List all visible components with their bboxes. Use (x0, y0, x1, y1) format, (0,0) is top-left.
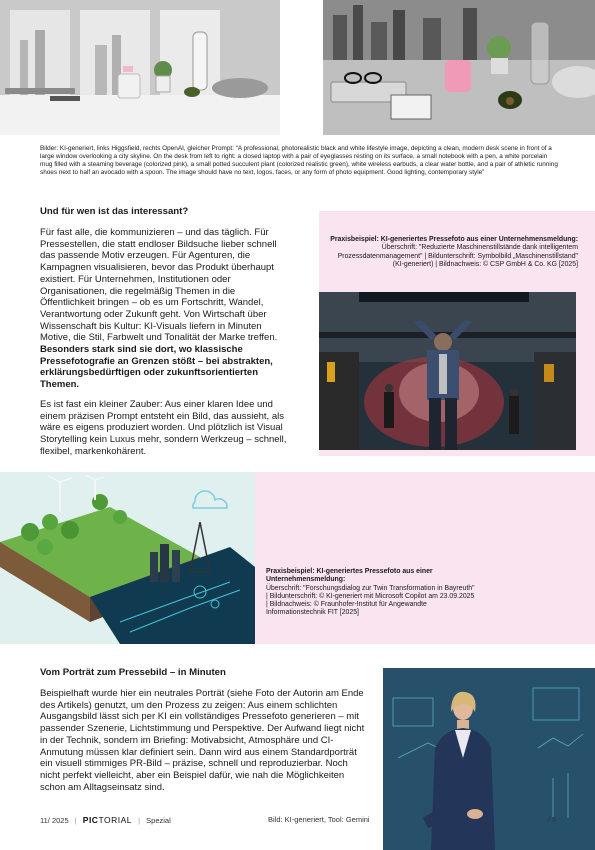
paragraph: Beispielhaft wurde hier ein neutrales Porträt (siehe Foto der Autorin am Ende des Artikels) genutzt, um den Prozess zu zeigen: Aus einem schlichten Ausgangsbild lässt sich per KI ein vollständiges Pressefoto generieren – mit passender Szenerie, Lichtstimmung und Perspektive. Der Aufwand liegt nicht in der Technik, sondern im Briefing: Motivabsicht, Atmosphäre und CI-Anmutung müssen klar definiert sein. Dann wird aus einem Standardporträt ein visuell stimmiges PR-Bild – präzise, schnell und reproduzierbar. Noch nicht perfekt vielleicht, aber ein Beispiel dafür, wie nah die Möglichkeiten schon am Alltagseinsatz sind. (40, 688, 365, 793)
twin-transformation-illustration (0, 472, 255, 644)
section-heading-audience: Und für wen ist das interessant? (40, 206, 189, 217)
section-heading-portrait: Vom Porträt zum Pressebild – in Minuten (40, 667, 226, 678)
case-text: Überschrift: "Forschungsdialog zur Twin Transformation in Bayreuth" | Bildunterschrift: © KI-generiert mit Microsoft Copilot am 23.09.2025 | Bildnachweis: © Fraunhofer-Institut für Angewandte Informationstechnik FIT [2025] (266, 584, 475, 617)
case-caption-2 (266, 568, 476, 618)
section-body-portrait (40, 688, 370, 801)
issue-number: 11/ 2025 (40, 816, 69, 825)
paragraph: Für fast alle, die kommunizieren – und das täglich. Für Pressestellen, die statt endloser Bildsuche lieber schnell das passende Motiv erzeugen. Für Agenturen, die Kampagnen visualisieren, bevor das Produkt überhaupt existiert. Für Unternehmen, Institutionen oder Organisationen, die regelmäßig Themen in die Öffentlichkeit bringen – ob es um Fortschritt, Wandel, Verantwortung oder Zukunft geht. Von Wirtschaft über Wissenschaft bis Kultur: KI-Visuals liefern in Minuten Motive, die Stil, Farbwelt und Tonalität der Marke treffen. Besonders stark sind sie dort, wo klassische Pressefotografie an Grenzen stößt – bei abstrakten, erklärungsbedürftigen oder zukunftsorientierten Themen. (40, 227, 278, 391)
top-image-caption: Bilder: KI-generiert, links Higgsfield, rechts OpenAI, gleicher Prompt: “A professional, photorealistic black and white lifestyle image, depicting a clean, modern desk scene in front of a large window overlooking a city skyline. On the desk from left to right: a closed laptop with a pair of eyeglasses resting on its surface, a small notebook with a pen, a white porcelain mug filled with a steaming beverage (colorized pink), a small potted succulent plant (colorized realistic green), white wireless earbuds, a clear water bottle, and a pair of athletic running shoes next to half an avocado with a spoon. The image should have no text, logos, faces, or any form of photo equipment. Good lighting, contemporary style” (40, 145, 558, 176)
section-label: Spezial (146, 816, 171, 825)
case-caption-1 (330, 236, 578, 269)
factory-photo (319, 292, 576, 450)
desk-photo-openai (323, 0, 595, 135)
case-title: Praxisbeispiel: KI-generiertes Pressefoto aus einer Unternehmensmeldung: (266, 568, 433, 584)
section-body-audience (40, 227, 292, 465)
divider: | (74, 816, 77, 825)
page-number: / 5 (548, 815, 557, 824)
paragraph: Es ist fast ein kleiner Zauber: Aus einer klaren Idee und einem präzisen Prompt entsteht ein Bild, das aussieht, als wäre es eigens produziert worden. Und plötzlich ist Visual Storytelling kein Luxus mehr, sondern Werkzeug – schnell, flexibel, markenkohärent. (40, 398, 287, 457)
case-title: Praxisbeispiel: KI-generiertes Pressefoto aus einer Unternehmensmeldung: (330, 236, 578, 243)
bold-statement: Besonders stark sind sie dort, wo klassische Pressefotografie an Grenzen stößt – bei abstrakten, erklärungsbedürftigen oder zukunftsorientierten Themen. (40, 344, 273, 391)
pictorial-logo: PICTORIAL (82, 815, 132, 825)
case-text: Überschrift: "Reduzierte Maschinenstillstände dank intelligentem Prozessdatenmanagement" | Bildunterschrift: Symbolbild „Maschinenstillstand" (KI-generiert) | Bildnachweis: © CSP GmbH & Co. KG [2025] (337, 244, 578, 268)
desk-photo-higgsfield (0, 0, 280, 135)
divider: | (138, 816, 141, 825)
image-credit: Bild: KI-generiert, Tool: Gemini (268, 815, 370, 824)
